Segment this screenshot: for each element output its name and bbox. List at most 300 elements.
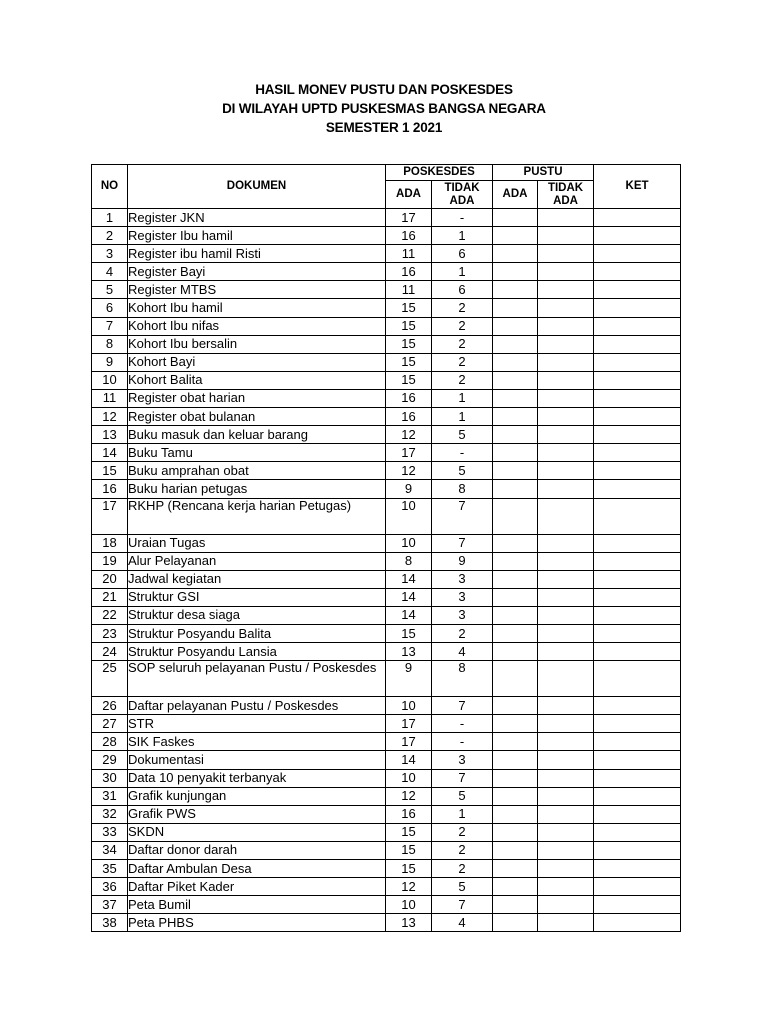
row-no-cell: 19 bbox=[92, 552, 128, 570]
poskesdes-tidak-ada-cell: 6 bbox=[432, 245, 493, 263]
poskesdes-ada-cell: 15 bbox=[386, 371, 432, 389]
pustu-tidak-ada-cell bbox=[538, 733, 594, 751]
row-dokumen-cell: Struktur Posyandu Lansia bbox=[128, 643, 386, 661]
pustu-ada-cell bbox=[493, 588, 538, 606]
row-no-cell: 28 bbox=[92, 733, 128, 751]
table-row bbox=[92, 462, 681, 480]
pustu-ada-cell bbox=[493, 426, 538, 444]
poskesdes-ada-cell: 17 bbox=[386, 715, 432, 733]
poskesdes-ada-cell: 16 bbox=[386, 227, 432, 245]
table-row bbox=[92, 552, 681, 570]
poskesdes-ada-cell: 15 bbox=[386, 299, 432, 317]
pustu-ada-cell bbox=[493, 805, 538, 823]
ket-cell bbox=[594, 805, 681, 823]
row-dokumen-cell: Buku masuk dan keluar barang bbox=[128, 426, 386, 444]
pustu-ada-cell bbox=[493, 299, 538, 317]
poskesdes-tidak-ada-cell: 7 bbox=[432, 498, 493, 534]
pustu-tidak-ada-cell bbox=[538, 209, 594, 227]
table-row bbox=[92, 914, 681, 932]
pustu-ada-cell bbox=[493, 281, 538, 299]
row-dokumen-cell: Daftar Piket Kader bbox=[128, 878, 386, 896]
ket-cell bbox=[594, 661, 681, 697]
row-no-cell: 31 bbox=[92, 787, 128, 805]
pustu-ada-cell bbox=[493, 552, 538, 570]
table-row bbox=[92, 841, 681, 859]
row-dokumen-cell: Struktur Posyandu Balita bbox=[128, 624, 386, 642]
ket-cell bbox=[594, 769, 681, 787]
poskesdes-tidak-ada-cell: 2 bbox=[432, 299, 493, 317]
ket-cell bbox=[594, 245, 681, 263]
ket-cell bbox=[594, 263, 681, 281]
row-no-cell: 8 bbox=[92, 335, 128, 353]
pustu-tidak-ada-cell bbox=[538, 697, 594, 715]
poskesdes-tidak-ada-cell: 5 bbox=[432, 462, 493, 480]
pustu-ada-cell bbox=[493, 408, 538, 426]
row-dokumen-cell: Register obat bulanan bbox=[128, 408, 386, 426]
ket-cell bbox=[594, 878, 681, 896]
pustu-ada-cell bbox=[493, 787, 538, 805]
poskesdes-ada-cell: 17 bbox=[386, 444, 432, 462]
row-dokumen-cell: Grafik PWS bbox=[128, 805, 386, 823]
table-row bbox=[92, 299, 681, 317]
pustu-ada-cell bbox=[493, 317, 538, 335]
pustu-tidak-ada-cell bbox=[538, 281, 594, 299]
pustu-tidak-ada-cell bbox=[538, 335, 594, 353]
row-dokumen-cell: Register Ibu hamil bbox=[128, 227, 386, 245]
row-no-cell: 15 bbox=[92, 462, 128, 480]
table-row bbox=[92, 769, 681, 787]
row-no-cell: 20 bbox=[92, 570, 128, 588]
poskesdes-tidak-ada-cell: 5 bbox=[432, 878, 493, 896]
row-no-cell: 7 bbox=[92, 317, 128, 335]
row-no-cell: 32 bbox=[92, 805, 128, 823]
poskesdes-ada-cell: 14 bbox=[386, 588, 432, 606]
table-row bbox=[92, 353, 681, 371]
row-dokumen-cell: Alur Pelayanan bbox=[128, 552, 386, 570]
ket-cell bbox=[594, 643, 681, 661]
table-body bbox=[92, 209, 681, 932]
row-no-cell: 9 bbox=[92, 353, 128, 371]
pustu-ada-cell bbox=[493, 823, 538, 841]
ket-cell bbox=[594, 715, 681, 733]
row-no-cell: 12 bbox=[92, 408, 128, 426]
pustu-ada-cell bbox=[493, 570, 538, 588]
header-pustu-ada: ADA bbox=[493, 181, 538, 209]
poskesdes-tidak-ada-cell: 4 bbox=[432, 643, 493, 661]
poskesdes-ada-cell: 15 bbox=[386, 624, 432, 642]
ket-cell bbox=[594, 353, 681, 371]
row-no-cell: 22 bbox=[92, 606, 128, 624]
header-pustu: PUSTU bbox=[493, 165, 594, 181]
row-no-cell: 17 bbox=[92, 498, 128, 534]
row-no-cell: 27 bbox=[92, 715, 128, 733]
ket-cell bbox=[594, 823, 681, 841]
row-dokumen-cell: Data 10 penyakit terbanyak bbox=[128, 769, 386, 787]
poskesdes-ada-cell: 10 bbox=[386, 697, 432, 715]
ket-cell bbox=[594, 624, 681, 642]
pustu-tidak-ada-cell bbox=[538, 787, 594, 805]
table-row bbox=[92, 643, 681, 661]
row-no-cell: 5 bbox=[92, 281, 128, 299]
pustu-ada-cell bbox=[493, 769, 538, 787]
row-no-cell: 3 bbox=[92, 245, 128, 263]
row-dokumen-cell: Buku harian petugas bbox=[128, 480, 386, 498]
row-no-cell: 13 bbox=[92, 426, 128, 444]
row-dokumen-cell: Uraian Tugas bbox=[128, 534, 386, 552]
pustu-tidak-ada-cell bbox=[538, 570, 594, 588]
poskesdes-tidak-ada-cell: 3 bbox=[432, 588, 493, 606]
row-no-cell: 10 bbox=[92, 371, 128, 389]
ket-cell bbox=[594, 389, 681, 407]
table-row bbox=[92, 715, 681, 733]
table-row bbox=[92, 787, 681, 805]
pustu-ada-cell bbox=[493, 606, 538, 624]
row-dokumen-cell: Dokumentasi bbox=[128, 751, 386, 769]
header-ket: KET bbox=[594, 165, 681, 209]
table-row bbox=[92, 227, 681, 245]
pustu-tidak-ada-cell bbox=[538, 245, 594, 263]
poskesdes-tidak-ada-cell: 1 bbox=[432, 408, 493, 426]
poskesdes-ada-cell: 17 bbox=[386, 209, 432, 227]
poskesdes-tidak-ada-cell: 1 bbox=[432, 389, 493, 407]
table-row bbox=[92, 896, 681, 914]
row-no-cell: 18 bbox=[92, 534, 128, 552]
table-row bbox=[92, 209, 681, 227]
poskesdes-ada-cell: 13 bbox=[386, 643, 432, 661]
row-no-cell: 24 bbox=[92, 643, 128, 661]
poskesdes-ada-cell: 9 bbox=[386, 661, 432, 697]
pustu-ada-cell bbox=[493, 263, 538, 281]
row-no-cell: 37 bbox=[92, 896, 128, 914]
poskesdes-ada-cell: 16 bbox=[386, 805, 432, 823]
ket-cell bbox=[594, 841, 681, 859]
row-no-cell: 34 bbox=[92, 841, 128, 859]
poskesdes-tidak-ada-cell: 1 bbox=[432, 227, 493, 245]
pustu-tidak-ada-cell bbox=[538, 624, 594, 642]
pustu-ada-cell bbox=[493, 498, 538, 534]
pustu-tidak-ada-cell bbox=[538, 317, 594, 335]
ket-cell bbox=[594, 426, 681, 444]
poskesdes-tidak-ada-cell: 7 bbox=[432, 534, 493, 552]
ket-cell bbox=[594, 480, 681, 498]
poskesdes-ada-cell: 15 bbox=[386, 823, 432, 841]
monev-table bbox=[91, 164, 681, 932]
table-row bbox=[92, 751, 681, 769]
poskesdes-ada-cell: 14 bbox=[386, 570, 432, 588]
pustu-ada-cell bbox=[493, 715, 538, 733]
row-no-cell: 11 bbox=[92, 389, 128, 407]
row-no-cell: 21 bbox=[92, 588, 128, 606]
pustu-ada-cell bbox=[493, 841, 538, 859]
ket-cell bbox=[594, 317, 681, 335]
ket-cell bbox=[594, 227, 681, 245]
table-row bbox=[92, 335, 681, 353]
header-no: NO bbox=[92, 165, 128, 209]
poskesdes-ada-cell: 9 bbox=[386, 480, 432, 498]
row-dokumen-cell: Kohort Balita bbox=[128, 371, 386, 389]
row-no-cell: 35 bbox=[92, 860, 128, 878]
poskesdes-tidak-ada-cell: 2 bbox=[432, 353, 493, 371]
row-dokumen-cell: Grafik kunjungan bbox=[128, 787, 386, 805]
row-dokumen-cell: Register MTBS bbox=[128, 281, 386, 299]
ket-cell bbox=[594, 914, 681, 932]
poskesdes-ada-cell: 8 bbox=[386, 552, 432, 570]
pustu-ada-cell bbox=[493, 335, 538, 353]
row-dokumen-cell: Buku amprahan obat bbox=[128, 462, 386, 480]
table-row bbox=[92, 389, 681, 407]
row-no-cell: 4 bbox=[92, 263, 128, 281]
ket-cell bbox=[594, 606, 681, 624]
table-row bbox=[92, 588, 681, 606]
table-row bbox=[92, 444, 681, 462]
ket-cell bbox=[594, 299, 681, 317]
pustu-tidak-ada-cell bbox=[538, 498, 594, 534]
ket-cell bbox=[594, 408, 681, 426]
ket-cell bbox=[594, 751, 681, 769]
poskesdes-ada-cell: 12 bbox=[386, 462, 432, 480]
table-row bbox=[92, 570, 681, 588]
poskesdes-tidak-ada-cell: 2 bbox=[432, 860, 493, 878]
pustu-ada-cell bbox=[493, 389, 538, 407]
ket-cell bbox=[594, 371, 681, 389]
pustu-ada-cell bbox=[493, 245, 538, 263]
poskesdes-tidak-ada-cell: - bbox=[432, 209, 493, 227]
pustu-ada-cell bbox=[493, 353, 538, 371]
pustu-ada-cell bbox=[493, 661, 538, 697]
row-dokumen-cell: Register ibu hamil Risti bbox=[128, 245, 386, 263]
row-dokumen-cell: Register obat harian bbox=[128, 389, 386, 407]
title-line-1: HASIL MONEV PUSTU DAN POSKESDES bbox=[255, 82, 513, 97]
poskesdes-ada-cell: 14 bbox=[386, 606, 432, 624]
poskesdes-tidak-ada-cell: 2 bbox=[432, 335, 493, 353]
table-row bbox=[92, 733, 681, 751]
poskesdes-tidak-ada-cell: - bbox=[432, 444, 493, 462]
poskesdes-tidak-ada-cell: 2 bbox=[432, 371, 493, 389]
row-no-cell: 25 bbox=[92, 661, 128, 697]
row-dokumen-cell: Register JKN bbox=[128, 209, 386, 227]
title-line-3: SEMESTER 1 2021 bbox=[325, 120, 443, 135]
poskesdes-ada-cell: 14 bbox=[386, 751, 432, 769]
poskesdes-tidak-ada-cell: 3 bbox=[432, 751, 493, 769]
pustu-tidak-ada-cell bbox=[538, 389, 594, 407]
table-row bbox=[92, 823, 681, 841]
pustu-tidak-ada-cell bbox=[538, 769, 594, 787]
row-dokumen-cell: Jadwal kegiatan bbox=[128, 570, 386, 588]
ket-cell bbox=[594, 335, 681, 353]
poskesdes-tidak-ada-cell: 7 bbox=[432, 896, 493, 914]
pustu-ada-cell bbox=[493, 371, 538, 389]
pustu-ada-cell bbox=[493, 227, 538, 245]
row-dokumen-cell: Peta PHBS bbox=[128, 914, 386, 932]
pustu-tidak-ada-cell bbox=[538, 914, 594, 932]
row-no-cell: 1 bbox=[92, 209, 128, 227]
row-dokumen-cell: Kohort Bayi bbox=[128, 353, 386, 371]
poskesdes-ada-cell: 17 bbox=[386, 733, 432, 751]
row-no-cell: 36 bbox=[92, 878, 128, 896]
poskesdes-ada-cell: 16 bbox=[386, 263, 432, 281]
pustu-tidak-ada-cell bbox=[538, 751, 594, 769]
row-dokumen-cell: RKHP (Rencana kerja harian Petugas) bbox=[128, 498, 386, 534]
pustu-tidak-ada-cell bbox=[538, 480, 594, 498]
document-title bbox=[0, 80, 768, 137]
row-dokumen-cell: Daftar Ambulan Desa bbox=[128, 860, 386, 878]
row-no-cell: 6 bbox=[92, 299, 128, 317]
poskesdes-ada-cell: 13 bbox=[386, 914, 432, 932]
poskesdes-tidak-ada-cell: 8 bbox=[432, 480, 493, 498]
row-dokumen-cell: Daftar donor darah bbox=[128, 841, 386, 859]
poskesdes-tidak-ada-cell: 3 bbox=[432, 606, 493, 624]
poskesdes-ada-cell: 10 bbox=[386, 896, 432, 914]
pustu-ada-cell bbox=[493, 697, 538, 715]
row-dokumen-cell: Daftar pelayanan Pustu / Poskesdes bbox=[128, 697, 386, 715]
pustu-tidak-ada-cell bbox=[538, 588, 594, 606]
header-dokumen: DOKUMEN bbox=[128, 165, 386, 209]
poskesdes-tidak-ada-cell: - bbox=[432, 715, 493, 733]
poskesdes-tidak-ada-cell: - bbox=[432, 733, 493, 751]
pustu-tidak-ada-cell bbox=[538, 661, 594, 697]
table-row bbox=[92, 878, 681, 896]
pustu-tidak-ada-cell bbox=[538, 841, 594, 859]
row-dokumen-cell: Struktur desa siaga bbox=[128, 606, 386, 624]
pustu-ada-cell bbox=[493, 480, 538, 498]
table-row bbox=[92, 534, 681, 552]
poskesdes-ada-cell: 10 bbox=[386, 769, 432, 787]
pustu-ada-cell bbox=[493, 914, 538, 932]
poskesdes-ada-cell: 11 bbox=[386, 245, 432, 263]
table-row bbox=[92, 661, 681, 697]
row-no-cell: 23 bbox=[92, 624, 128, 642]
pustu-tidak-ada-cell bbox=[538, 878, 594, 896]
poskesdes-tidak-ada-cell: 2 bbox=[432, 317, 493, 335]
pustu-tidak-ada-cell bbox=[538, 227, 594, 245]
ket-cell bbox=[594, 552, 681, 570]
pustu-tidak-ada-cell bbox=[538, 860, 594, 878]
table-row bbox=[92, 860, 681, 878]
ket-cell bbox=[594, 697, 681, 715]
table-row bbox=[92, 281, 681, 299]
row-dokumen-cell: SKDN bbox=[128, 823, 386, 841]
pustu-tidak-ada-cell bbox=[538, 353, 594, 371]
pustu-tidak-ada-cell bbox=[538, 408, 594, 426]
table-row bbox=[92, 426, 681, 444]
ket-cell bbox=[594, 462, 681, 480]
pustu-ada-cell bbox=[493, 643, 538, 661]
pustu-tidak-ada-cell bbox=[538, 299, 594, 317]
poskesdes-ada-cell: 15 bbox=[386, 317, 432, 335]
pustu-ada-cell bbox=[493, 733, 538, 751]
ket-cell bbox=[594, 896, 681, 914]
poskesdes-tidak-ada-cell: 6 bbox=[432, 281, 493, 299]
table-row bbox=[92, 606, 681, 624]
poskesdes-tidak-ada-cell: 5 bbox=[432, 426, 493, 444]
row-no-cell: 14 bbox=[92, 444, 128, 462]
pustu-tidak-ada-cell bbox=[538, 823, 594, 841]
table-row bbox=[92, 408, 681, 426]
ket-cell bbox=[594, 444, 681, 462]
poskesdes-ada-cell: 16 bbox=[386, 408, 432, 426]
ket-cell bbox=[594, 534, 681, 552]
row-dokumen-cell: Buku Tamu bbox=[128, 444, 386, 462]
title-line-2: DI WILAYAH UPTD PUSKESMAS BANGSA NEGARA bbox=[222, 101, 546, 116]
row-no-cell: 33 bbox=[92, 823, 128, 841]
header-poskesdes-ada: ADA bbox=[386, 181, 432, 209]
ket-cell bbox=[594, 498, 681, 534]
row-dokumen-cell: Peta Bumil bbox=[128, 896, 386, 914]
row-dokumen-cell: Register Bayi bbox=[128, 263, 386, 281]
poskesdes-tidak-ada-cell: 1 bbox=[432, 805, 493, 823]
poskesdes-tidak-ada-cell: 2 bbox=[432, 823, 493, 841]
table-row bbox=[92, 805, 681, 823]
ket-cell bbox=[594, 570, 681, 588]
pustu-tidak-ada-cell bbox=[538, 896, 594, 914]
poskesdes-tidak-ada-cell: 1 bbox=[432, 263, 493, 281]
ket-cell bbox=[594, 787, 681, 805]
pustu-ada-cell bbox=[493, 878, 538, 896]
table-row bbox=[92, 317, 681, 335]
row-no-cell: 29 bbox=[92, 751, 128, 769]
poskesdes-tidak-ada-cell: 3 bbox=[432, 570, 493, 588]
pustu-ada-cell bbox=[493, 209, 538, 227]
table-row bbox=[92, 263, 681, 281]
table-row bbox=[92, 624, 681, 642]
poskesdes-tidak-ada-cell: 4 bbox=[432, 914, 493, 932]
table-row bbox=[92, 371, 681, 389]
row-dokumen-cell: STR bbox=[128, 715, 386, 733]
pustu-tidak-ada-cell bbox=[538, 715, 594, 733]
pustu-tidak-ada-cell bbox=[538, 534, 594, 552]
table-row bbox=[92, 498, 681, 534]
header-poskesdes-tidak-ada: TIDAK ADA bbox=[432, 181, 493, 209]
header-pustu-tidak-ada: TIDAK ADA bbox=[538, 181, 594, 209]
row-no-cell: 26 bbox=[92, 697, 128, 715]
poskesdes-ada-cell: 15 bbox=[386, 860, 432, 878]
row-no-cell: 2 bbox=[92, 227, 128, 245]
row-no-cell: 30 bbox=[92, 769, 128, 787]
pustu-tidak-ada-cell bbox=[538, 606, 594, 624]
pustu-tidak-ada-cell bbox=[538, 643, 594, 661]
pustu-tidak-ada-cell bbox=[538, 426, 594, 444]
ket-cell bbox=[594, 209, 681, 227]
pustu-tidak-ada-cell bbox=[538, 371, 594, 389]
pustu-ada-cell bbox=[493, 462, 538, 480]
table-row bbox=[92, 697, 681, 715]
poskesdes-tidak-ada-cell: 7 bbox=[432, 769, 493, 787]
poskesdes-tidak-ada-cell: 5 bbox=[432, 787, 493, 805]
poskesdes-ada-cell: 16 bbox=[386, 389, 432, 407]
ket-cell bbox=[594, 588, 681, 606]
pustu-tidak-ada-cell bbox=[538, 444, 594, 462]
poskesdes-ada-cell: 15 bbox=[386, 335, 432, 353]
poskesdes-ada-cell: 12 bbox=[386, 878, 432, 896]
poskesdes-ada-cell: 10 bbox=[386, 498, 432, 534]
row-no-cell: 16 bbox=[92, 480, 128, 498]
poskesdes-tidak-ada-cell: 2 bbox=[432, 624, 493, 642]
pustu-ada-cell bbox=[493, 444, 538, 462]
poskesdes-tidak-ada-cell: 8 bbox=[432, 661, 493, 697]
pustu-ada-cell bbox=[493, 624, 538, 642]
header-poskesdes: POSKESDES bbox=[386, 165, 493, 181]
table-row bbox=[92, 245, 681, 263]
ket-cell bbox=[594, 733, 681, 751]
pustu-ada-cell bbox=[493, 896, 538, 914]
row-dokumen-cell: SIK Faskes bbox=[128, 733, 386, 751]
poskesdes-tidak-ada-cell: 7 bbox=[432, 697, 493, 715]
row-dokumen-cell: Struktur GSI bbox=[128, 588, 386, 606]
poskesdes-ada-cell: 12 bbox=[386, 787, 432, 805]
pustu-ada-cell bbox=[493, 751, 538, 769]
poskesdes-ada-cell: 12 bbox=[386, 426, 432, 444]
row-dokumen-cell: Kohort Ibu bersalin bbox=[128, 335, 386, 353]
